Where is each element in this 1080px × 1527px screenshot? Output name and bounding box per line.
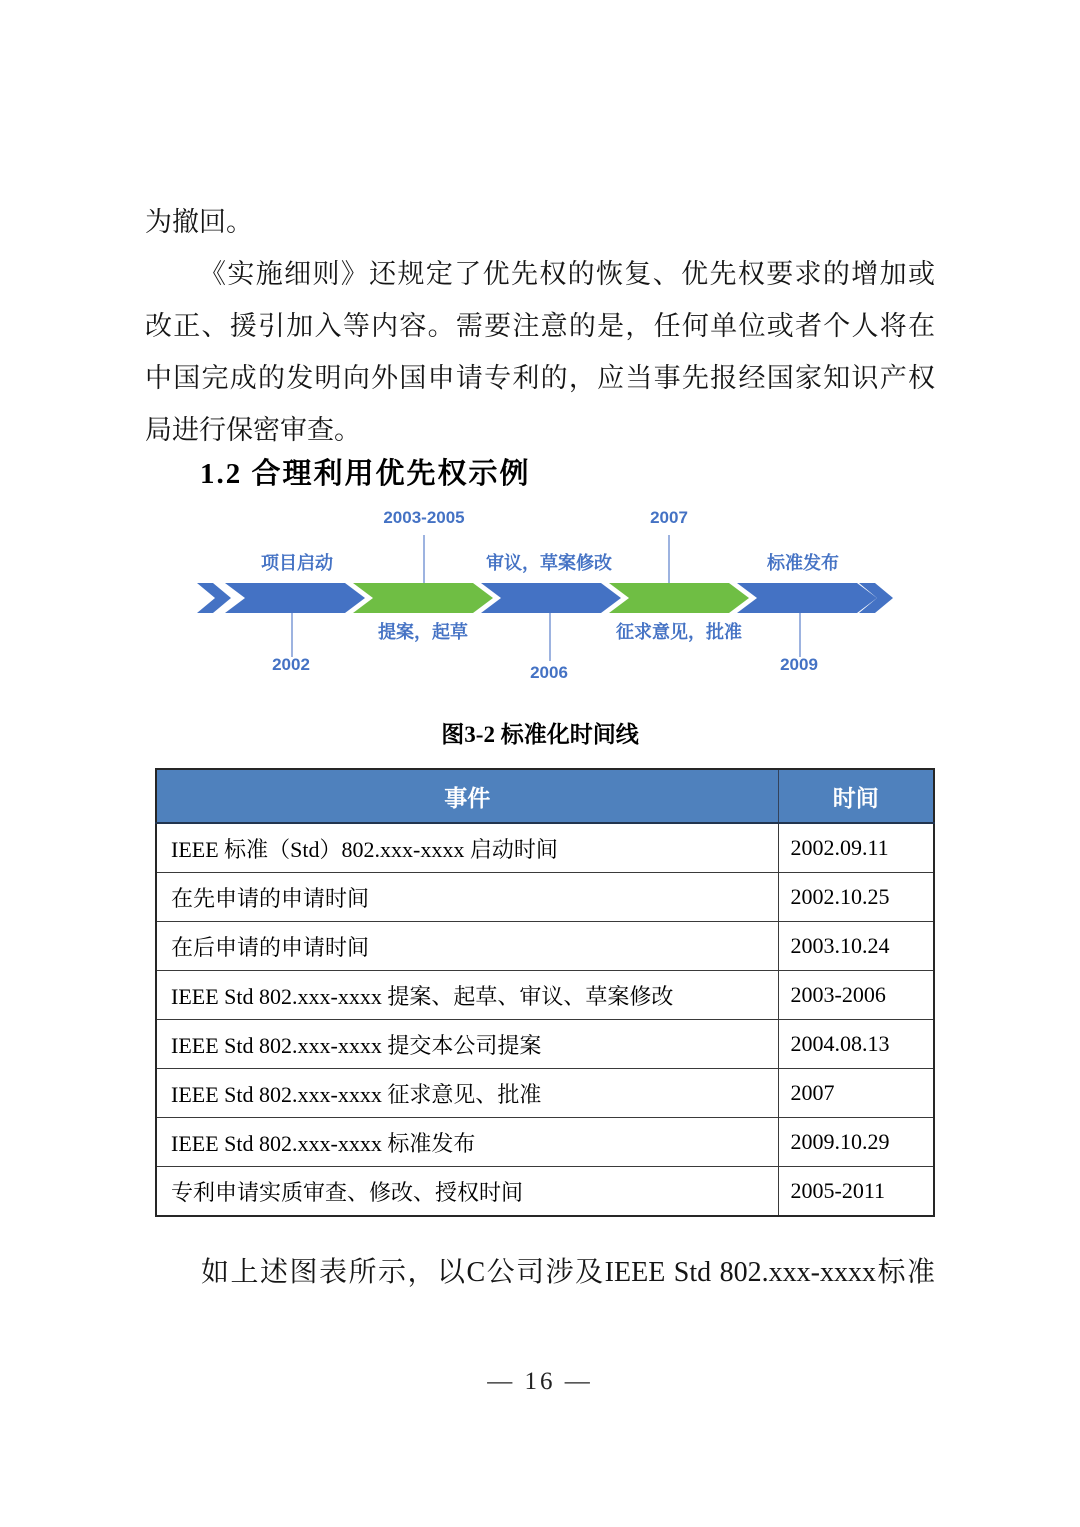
table-row [156, 823, 934, 873]
paragraph-line: 改正、援引加入等内容。需要注意的是，任何单位或者个人将在 [145, 311, 935, 341]
paragraph-line: 局进行保密审查。 [145, 415, 361, 445]
event-cell: 在后申请的申请时间 [156, 922, 778, 971]
timeline-arrow-segment [225, 583, 365, 613]
time-cell: 2007 [778, 1069, 934, 1118]
timeline-phase-label: 标准发布 [767, 553, 839, 573]
section-heading: 1.2 合理利用优先权示例 [200, 458, 531, 490]
time-cell: 2009.10.29 [778, 1118, 934, 1167]
timeline-connector [291, 613, 293, 657]
column-header-time: 时间 [778, 769, 934, 823]
table-header-row [156, 769, 934, 823]
timeline-year-label: 2007 [650, 508, 688, 527]
table-row [156, 922, 934, 971]
column-header-event: 事件 [156, 769, 778, 823]
timeline-phase-label: 征求意见，批准 [616, 622, 742, 642]
timeline-arrow-segment [737, 583, 877, 613]
event-cell: IEEE Std 802.xxx-xxxx 提交本公司提案 [156, 1020, 778, 1069]
time-cell: 2005-2011 [778, 1167, 934, 1217]
event-cell: IEEE Std 802.xxx-xxxx 标准发布 [156, 1118, 778, 1167]
event-cell: IEEE Std 802.xxx-xxxx 提案、起草、审议、草案修改 [156, 971, 778, 1020]
timeline-phase-label: 审议，草案修改 [486, 553, 612, 573]
page-number: — 16 — [487, 1368, 593, 1395]
table-row [156, 1118, 934, 1167]
paragraph-line: 中国完成的发明向外国申请专利的，应当事先报经国家知识产权 [145, 363, 935, 393]
table-row [156, 971, 934, 1020]
standardization-timeline [145, 505, 935, 700]
timeline-phase-label: 提案，起草 [378, 622, 468, 642]
timeline-connector [549, 613, 551, 661]
time-cell: 2003.10.24 [778, 922, 934, 971]
body-paragraphs [145, 196, 935, 456]
timeline-year-label: 2006 [530, 663, 568, 682]
table-row [156, 873, 934, 922]
event-cell: IEEE 标准（Std）802.xxx-xxxx 启动时间 [156, 823, 778, 873]
time-cell: 2004.08.13 [778, 1020, 934, 1069]
time-cell: 2002.09.11 [778, 823, 934, 873]
timeline-year-label: 2009 [780, 655, 818, 674]
table-row [156, 1167, 934, 1217]
timeline-year-label: 2002 [272, 655, 310, 674]
event-cell: IEEE Std 802.xxx-xxxx 征求意见、批准 [156, 1069, 778, 1118]
timeline-arrow-segment [353, 583, 493, 613]
paragraph-line: 为撤回。 [145, 207, 253, 237]
event-cell: 在先申请的申请时间 [156, 873, 778, 922]
time-cell: 2003-2006 [778, 971, 934, 1020]
timeline-connector [799, 613, 801, 657]
timeline-phase-label: 项目启动 [261, 553, 333, 573]
timeline-connector [423, 535, 425, 583]
chevron-start-icon [197, 583, 231, 613]
time-cell: 2002.10.25 [778, 873, 934, 922]
event-cell: 专利申请实质审查、修改、授权时间 [156, 1167, 778, 1217]
paragraph-line: 如上述图表所示，以C公司涉及IEEE Std 802.xxx-xxxx标准 [201, 1257, 935, 1288]
timeline-arrow-segment [609, 583, 749, 613]
timeline-connector [668, 535, 670, 583]
table-row [156, 1020, 934, 1069]
timeline-year-label: 2003-2005 [383, 508, 465, 527]
figure-caption: 图3-2 标准化时间线 [441, 722, 639, 747]
table-row [156, 1069, 934, 1118]
paragraph-line: 《实施细则》还规定了优先权的恢复、优先权要求的增加或 [199, 259, 935, 289]
events-table [155, 768, 935, 1217]
timeline-arrow-segment [481, 583, 621, 613]
